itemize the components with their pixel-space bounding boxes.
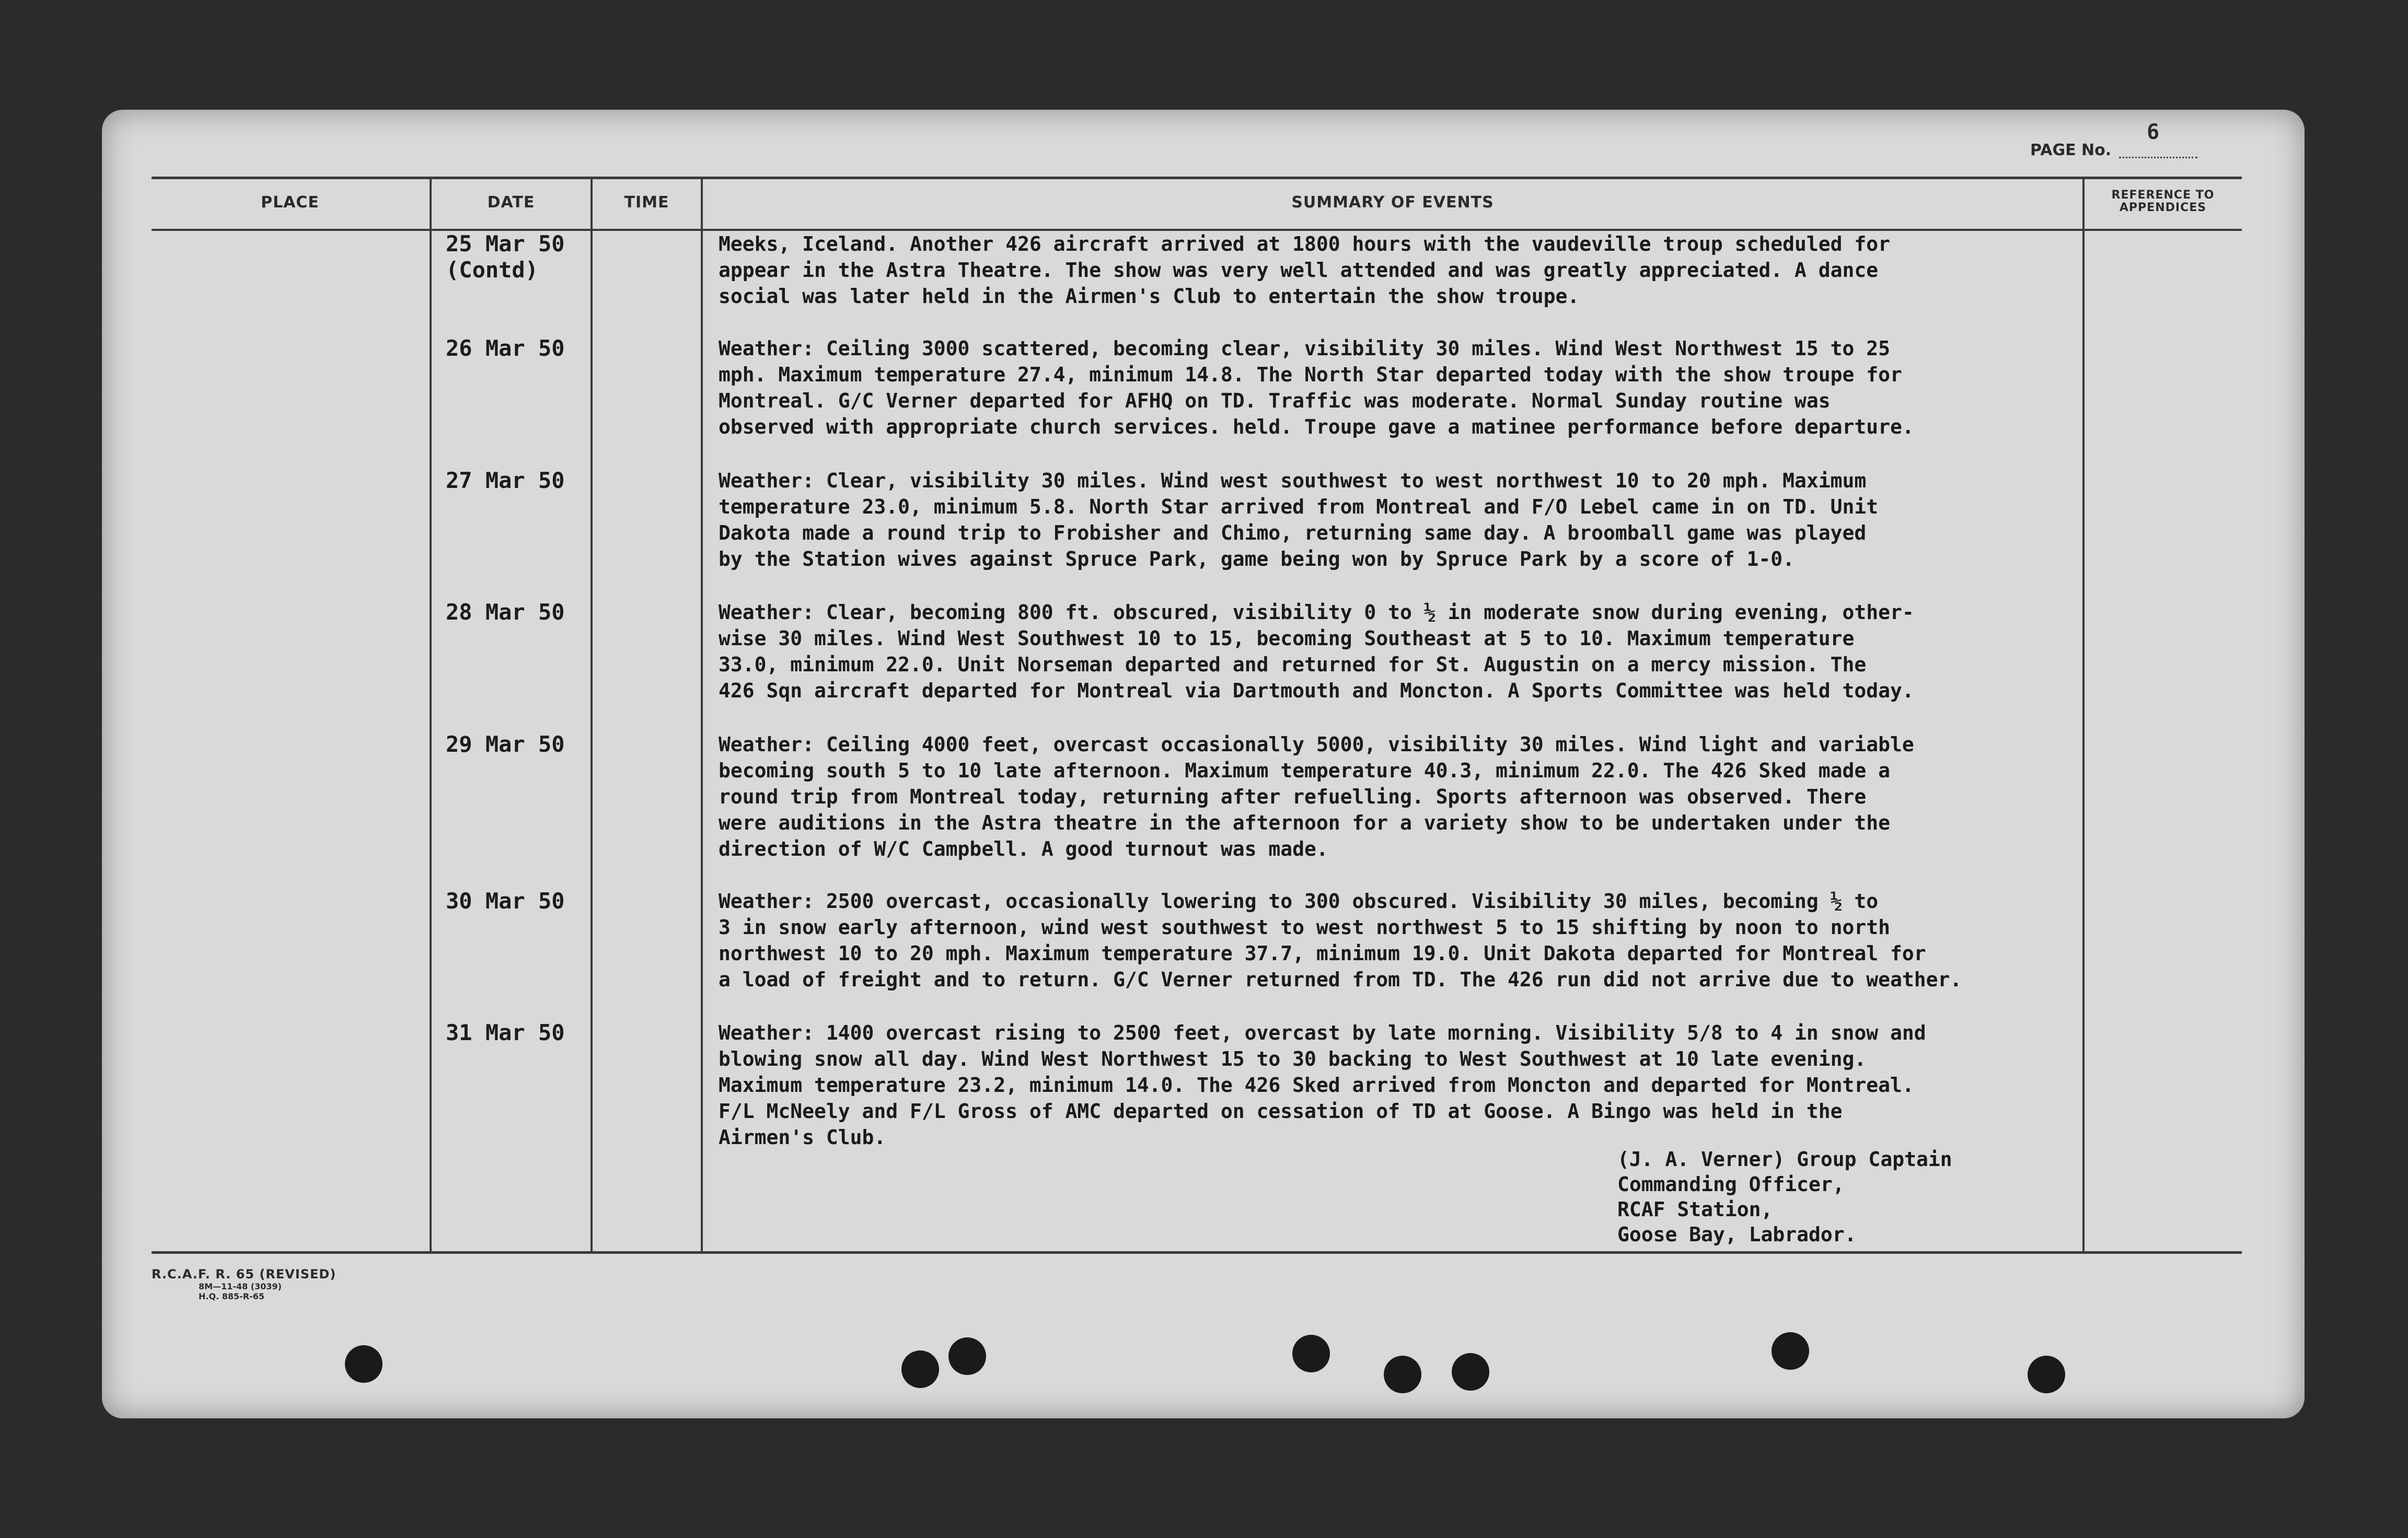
- signature-block: (J. A. Verner) Group Captain Commanding Officer, RCAF Station, Goose Bay, Labrador.: [1617, 1148, 1952, 1246]
- entry-summary-3: Weather: Clear, visibility 30 miles. Wind west southwest to west northwest 10 to 20 mph. Maximum temperature 23.0, minimum 5.8. North Star arrived from Montreal and F/O Lebel came in on TD. Unit Dakota made a round trip to Frobisher and Chimo, returning same day. A broomball game was played by the Station wives against Spruce Park, game being won by Spruce Park by a score of 1-0.: [719, 469, 1879, 570]
- header-time: TIME: [624, 193, 669, 212]
- page-number: 6: [2147, 120, 2160, 144]
- entry-date-5: 29 Mar 50: [446, 731, 565, 757]
- form-number: R.C.A.F. R. 65 (REVISED): [152, 1267, 337, 1281]
- header-place: PLACE: [261, 193, 319, 212]
- entry-summary-2: Weather: Ceiling 3000 scattered, becoming clear, visibility 30 miles. Wind West Northwest 15 to 25 mph. Maximum temperature 27.4, minimum 14.8. The North Star departed today with the show troupe for Montreal. G/C Verner departed for AFHQ on TD. Traffic was moderate. Normal Sunday routine was observed with appropriate church services. held. Troupe gave a matinee performance before departure.: [719, 337, 1914, 438]
- column-divider-time: [701, 177, 703, 1253]
- entry-summary-4: Weather: Clear, becoming 800 ft. obscured, visibility 0 to ½ in moderate snow during evening, other- wise 30 miles. Wind West Southwest 10 to 15, becoming Southeast at 5 to 10. Maximum temperature 33.0, minimum 22.0. Unit Norseman departed and returned for St. Augustin on a mercy mission. The 426 Sqn aircraft departed for Montreal via Dartmouth and Moncton. A Sports Committee was held today.: [719, 601, 1914, 702]
- form-print-code-1: 8M—11-48 (3039): [199, 1281, 282, 1291]
- page-number-underline: [2119, 155, 2197, 158]
- punch-hole: [1292, 1335, 1330, 1372]
- punch-hole: [1772, 1332, 1809, 1370]
- entry-summary-1: Meeks, Iceland. Another 426 aircraft arrived at 1800 hours with the vaudeville troup scheduled for appear in the Astra Theatre. The show was very well attended and was greatly appreciated. A dance social was later held in the Airmen's Club to entertain the show troupe.: [719, 232, 1891, 308]
- bottom-rule: [152, 1251, 2242, 1254]
- punch-hole: [2028, 1356, 2065, 1393]
- entry-date-7: 31 Mar 50: [446, 1020, 565, 1045]
- header-date: DATE: [487, 193, 535, 212]
- entry-date-6: 30 Mar 50: [446, 888, 565, 914]
- document-sheet: [102, 110, 2305, 1418]
- header-summary: SUMMARY OF EVENTS: [1291, 193, 1494, 212]
- punch-hole: [948, 1337, 986, 1375]
- entry-summary-7: Weather: 1400 overcast rising to 2500 feet, overcast by late morning. Visibility 5/8 to 4 in snow and blowing snow all day. Wind West Northwest 15 to 30 backing to West Southwest at 10 late evening. Maximum temperature 23.2, minimum 14.0. The 426 Sked arrived from Moncton and departed for Montreal. F/L McNeely and F/L Gross of AMC departed on cessation of TD at Goose. A Bingo was held in the Airmen's Club.: [719, 1021, 1926, 1149]
- form-number-block: [152, 1267, 336, 1301]
- header-reference: REFERENCE TO APPENDICES: [2111, 189, 2215, 214]
- entry-date-2: 26 Mar 50: [446, 335, 565, 361]
- punch-hole: [1452, 1353, 1489, 1391]
- punch-hole: [901, 1350, 939, 1388]
- entry-date-4: 28 Mar 50: [446, 599, 565, 625]
- page-number-label: PAGE No.: [2030, 141, 2112, 159]
- entry-summary-5: Weather: Ceiling 4000 feet, overcast occasionally 5000, visibility 30 miles. Wind light and variable becoming south 5 to 10 late afternoon. Maximum temperature 40.3, minimum 22.0. The 426 Sked made a round trip from Montreal today, returning after refuelling. Sports afternoon was observed. There were auditions in the Astra theatre in the afternoon for a variety show to be undertaken under the direction of W/C Campbell. A good turnout was made.: [719, 733, 1914, 860]
- form-print-code-2: H.Q. 885-R-65: [199, 1291, 264, 1301]
- punch-hole: [345, 1345, 383, 1383]
- entry-date-1: 25 Mar 50 (Contd): [446, 231, 565, 283]
- entry-date-3: 27 Mar 50: [446, 468, 565, 493]
- column-divider-date: [591, 177, 593, 1253]
- top-rule: [152, 177, 2242, 179]
- column-divider-place: [430, 177, 432, 1253]
- punch-hole: [1384, 1356, 1421, 1393]
- entry-summary-6: Weather: 2500 overcast, occasionally lowering to 300 obscured. Visibility 30 miles, becoming ½ to 3 in snow early afternoon, wind west southwest to west northwest 5 to 15 shifting by noon to north northwest 10 to 20 mph. Maximum temperature 37.7, minimum 19.0. Unit Dakota departed for Montreal for a load of freight and to return. G/C Verner returned from TD. The 426 run did not arrive due to weather.: [719, 890, 1962, 991]
